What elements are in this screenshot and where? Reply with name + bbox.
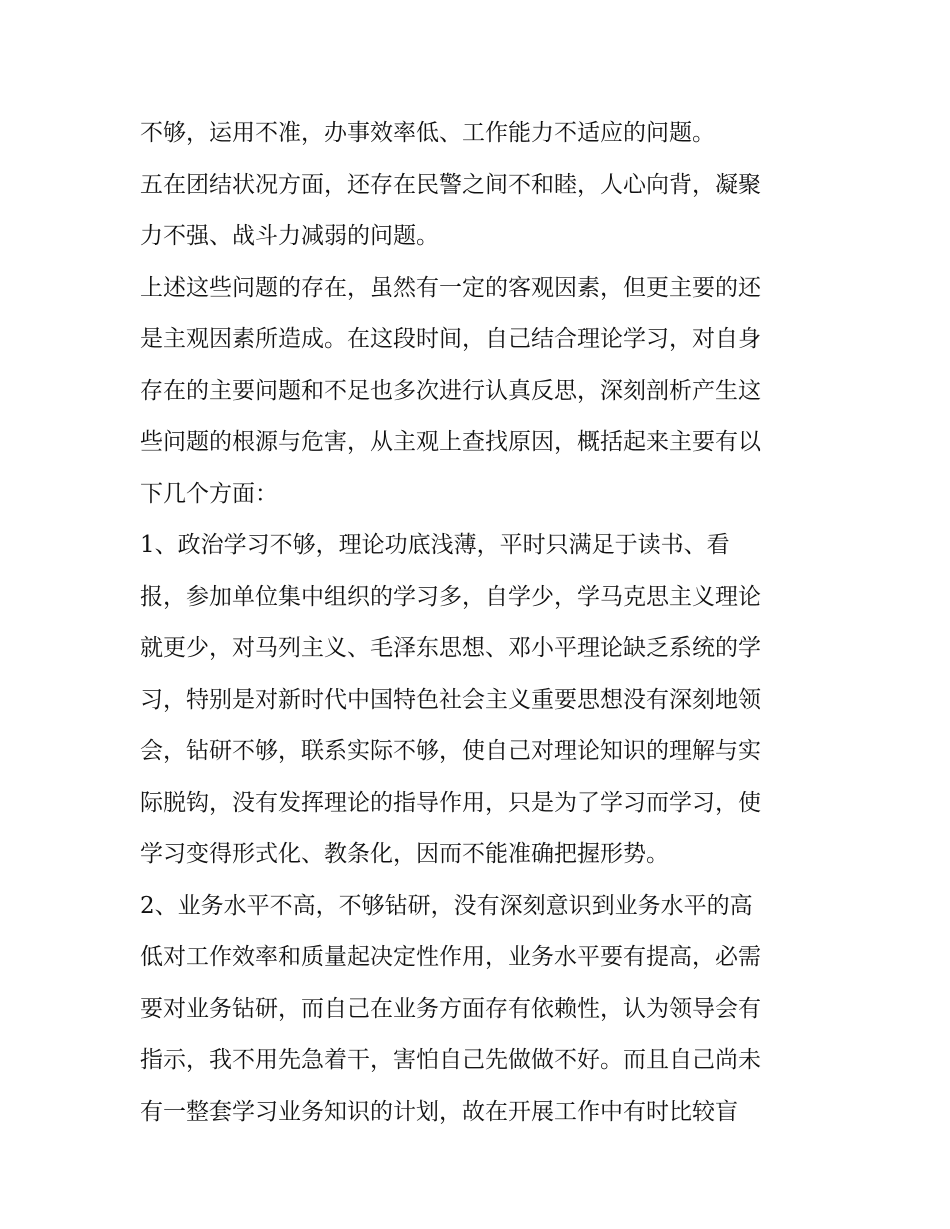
text-line: 上述这些问题的存在，虽然有一定的客观因素，但更主要的还: [140, 274, 761, 301]
text-line: 要对业务钻研，而自己在业务方面存有依赖性，认为领导会有: [140, 995, 761, 1022]
text-line: 是主观因素所造成。在这段时间，自己结合理论学习，对自身: [140, 326, 761, 352]
paragraph-4: [140, 520, 820, 881]
text-line: 际脱钩，没有发挥理论的指导作用，只是为了学习而学习，使: [140, 789, 761, 816]
paragraph-5: [140, 881, 820, 1139]
text-line: 指示，我不用先急着干，害怕自己先做做不好。而且自己尚未: [140, 1047, 761, 1073]
text-line: 低对工作效率和质量起决定性作用，业务水平要有提高，必需: [140, 944, 761, 970]
text-line: 存在的主要问题和不足也多次进行认真反思，深刻剖析产生这: [140, 377, 761, 404]
text-line: 习，特别是对新时代中国特色社会主义重要思想没有深刻地领: [140, 686, 761, 713]
paragraph-2: [140, 160, 820, 263]
text-line: 下几个方面：: [140, 480, 278, 507]
text-line: 就更少，对马列主义、毛泽东思想、邓小平理论缺乏系统的学: [140, 635, 761, 661]
text-line: 报，参加单位集中组织的学习多，自学少，学马克思主义理论: [140, 583, 761, 610]
text-line: 五在团结状况方面，还存在民警之间不和睦，人心向背，凝聚: [140, 171, 761, 198]
document-body: [140, 108, 820, 1138]
text-line: 会，钻研不够，联系实际不够，使自己对理论知识的理解与实: [140, 738, 761, 764]
text-line: 不够，运用不准，办事效率低、工作能力不适应的问题。: [140, 120, 715, 146]
paragraph-3: [140, 263, 820, 521]
paragraph-1: [140, 108, 820, 160]
text-line: 学习变得形式化、教条化，因而不能准确把握形势。: [140, 841, 669, 867]
text-line: 1、政治学习不够，理论功底浅薄，平时只满足于读书、看: [140, 532, 730, 558]
text-line: 2、业务水平不高，不够钻研，没有深刻意识到业务水平的高: [140, 892, 753, 919]
text-line: 力不强、战斗力减弱的问题。: [140, 223, 439, 249]
text-line: 些问题的根源与危害，从主观上查找原因，概括起来主要有以: [140, 429, 761, 455]
text-line: 有一整套学习业务知识的计划，故在开展工作中有时比较盲: [140, 1098, 738, 1125]
